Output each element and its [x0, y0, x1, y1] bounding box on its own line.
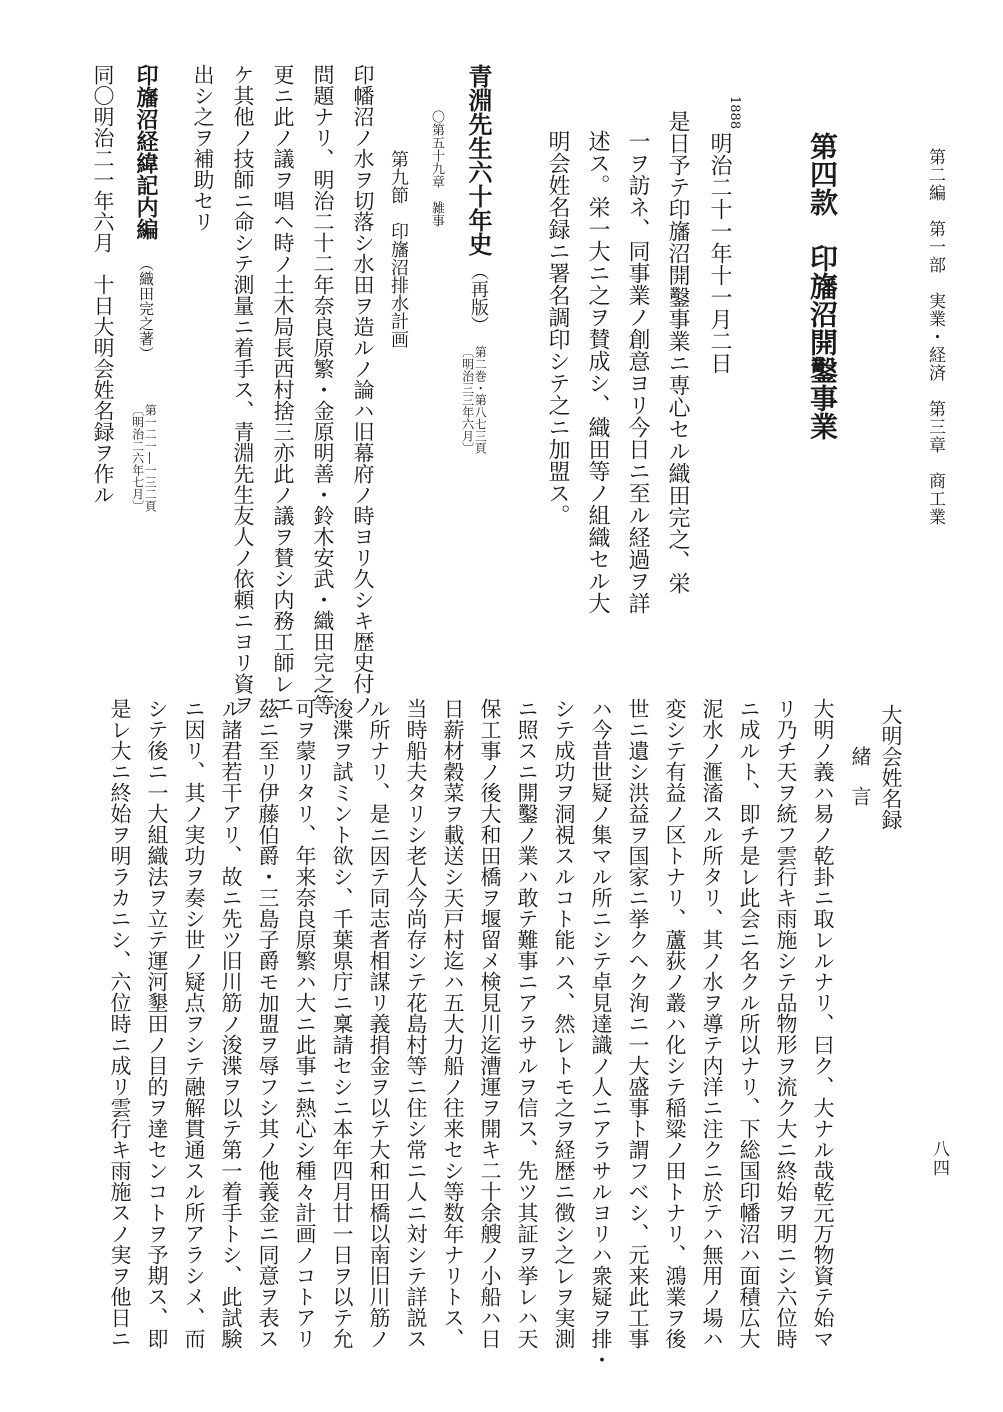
source1-line: 問題ナリ、明治二十二年奈良原繁・金原明善・鈴木安武・織田完之等	[311, 64, 335, 715]
roster-line: ル諸君若干アリ、故ニ先ツ旧川筋ノ浚渫ヲ以テ第一着手トシ、此試験	[219, 698, 243, 1349]
entry-date: 明治二十一年十一月二日	[707, 132, 732, 374]
source1-line: 印幡沼ノ水ヲ切落シ水田ヲ造ルノ論ハ旧幕府ノ時ヨリ久シキ歴史付ノ	[351, 64, 375, 715]
entry-line: 明会姓名録ニ署名調印シテ之ニ加盟ス。	[545, 130, 570, 526]
roster-line: 当時船夫タリシ老人今尚存シテ花島村等ニ住シ常ニ人ニ対シテ詳説ス	[404, 698, 428, 1349]
roster-line: ニ照スニ開鑿ノ業ハ敢テ難事ニアラサルヲ信ス、先ツ其証ヲ挙レハ天	[515, 698, 539, 1349]
source1-line: ケ其他ノ技師ニ命シテ測量ニ着手ス、青淵先生友人ノ依頼ニヨリ資ヲ	[231, 64, 255, 715]
roster-line: シテ成功ヲ洞視スルコト能ハス、然レトモ之ヲ経歴ニ徴シ之レヲ実測	[552, 698, 576, 1349]
roster-line: 可ヲ蒙リタリ、年来奈良原繁ハ大ニ此事ニ熱心シ種々計画ノコトアリ	[293, 698, 317, 1349]
roster-line: 世ニ遺シ洪益ヲ国家ニ挙クヘク洵ニ一大盛事ト謂フベシ、元来此工事	[626, 698, 650, 1349]
source2-note	[131, 404, 156, 512]
source2-line: 同〇明治二一年六月 十日大明会姓名録ヲ作ル	[91, 64, 115, 505]
roster-title: 大明会姓名録	[879, 704, 903, 830]
source1-note-line: 〔明治三三年六月〕	[460, 346, 475, 454]
roster-line: 泥水ノ滙滀スル所タリ、其ノ水ヲ導テ内洋ニ注クニ於テハ無用ノ場ハ	[700, 698, 724, 1349]
roster-line: リ乃チ天ヲ統フ雲行キ雨施シテ品物形ヲ流ク大ニ終始ヲ明ニシ六位時	[774, 698, 798, 1349]
source1-title: 青淵先生六十年史	[464, 64, 492, 256]
year-annotation: 1888	[727, 96, 742, 130]
roster-line: 日薪材穀菜ヲ載送シ天戸村迄ハ五大力船ノ往来セシ等数年ナリトス、	[441, 698, 465, 1349]
roster-line: 変シテ有益ノ区トナリ、蘆荻ノ叢ハ化シテ稲粱ノ田トナリ、鴻業ヲ後	[663, 698, 687, 1349]
source1-line: 出シ之ヲ補助セリ	[191, 64, 215, 232]
roster-line: シテ後ニ一大組織法ヲ立テ運河墾田ノ目的ヲ達センコトヲ予期ス、即	[145, 698, 169, 1349]
source2-note-line: 第一二一―一三二頁	[143, 404, 158, 512]
roster-line: ニ因リ、其ノ実功ヲ奏シ世ノ疑点ヲシテ融解貫通スル所アラシメ、而	[182, 698, 206, 1349]
source1-chapter: 〇第五十九章 雑事	[429, 110, 444, 227]
roster-line: 大明ノ義ハ易ノ乾卦ニ取レルナリ、曰ク、大ナル哉乾元万物資テ始マ	[811, 698, 835, 1349]
page-number: 八四	[929, 1140, 949, 1178]
roster-line: ハ今昔世疑ノ集マル所ニシテ卓見達識ノ人ニアラサルヨリハ衆疑ヲ排・	[589, 698, 613, 1370]
source2-note-line: 〔明治二六年七月〕	[130, 404, 145, 512]
running-head: 第二編 第一部 実業・経済 第三章 商工業	[925, 148, 945, 526]
source1-edition: （再版）	[468, 262, 489, 334]
source2-author: （織田完之著）	[137, 256, 155, 361]
preface-heading: 緒 言	[848, 746, 872, 806]
roster-line: 茲ニ至リ伊藤伯爵・三島子爵モ加盟ヲ辱フシ其ノ他義金ニ同意ヲ表ス	[256, 698, 280, 1349]
roster-line: 保工事ノ後大和田橋ヲ堰留メ検見川迄漕運ヲ開キ二十余艘ノ小船ハ日	[478, 698, 502, 1349]
section-title: 第四款 印旛沼開鑿事業	[806, 132, 839, 440]
roster-line: 是レ大ニ終始ヲ明ラカニシ、六位時ニ成リ雲行キ雨施スノ実ヲ他日ニ	[108, 698, 132, 1349]
entry-line: 一ヲ訪ネ、同事業ノ創意ヨリ今日ニ至ル経過ヲ詳	[625, 130, 650, 614]
source1-note-line: 第二巻・第八七三頁	[473, 346, 488, 454]
source2-title: 印旛沼経緯記内編	[133, 64, 158, 240]
source1-section-heading: 第九節 印旛沼排水計画	[388, 150, 409, 348]
source1-note	[461, 346, 486, 454]
entry-line: 是日予テ印旛沼開鑿事業ニ専心セル織田完之、栄	[665, 110, 690, 594]
source1-line: 更ニ此ノ議ヲ唱ヘ時ノ土木局長西村捨三亦此ノ議ヲ賛シ内務工師レエ	[271, 64, 295, 715]
entry-line: 述ス。栄一大ニ之ヲ賛成シ、織田等ノ組織セル大	[585, 130, 610, 614]
roster-line: 浚渫ヲ試ミント欲シ、千葉県庁ニ稟請セシニ本年四月廿一日ヲ以テ允	[330, 698, 354, 1349]
roster-line: ル所ナリ、是ニ因テ同志者相謀リ義捐金ヲ以テ大和田橋以南旧川筋ノ	[367, 698, 391, 1349]
roster-line: ニ成ルト、即チ是レ此会ニ名クル所以ナリ、下総国印幡沼ハ面積広大	[737, 698, 761, 1349]
